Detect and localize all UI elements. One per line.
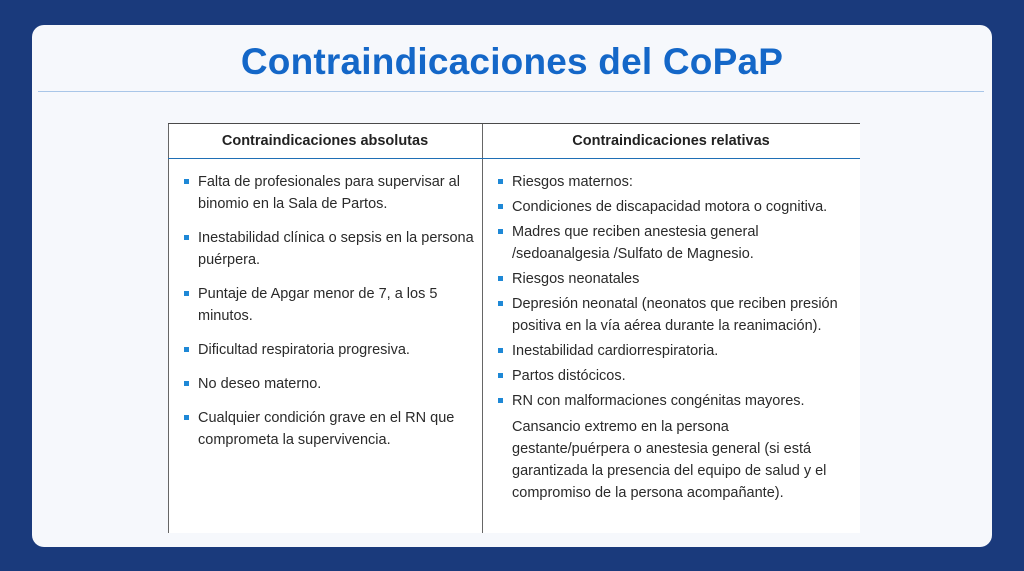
list-item: Riesgos neonatales	[498, 268, 848, 290]
bullet-icon	[498, 398, 503, 403]
list-item: Inestabilidad cardiorrespiratoria.	[498, 340, 848, 362]
bullet-icon	[498, 204, 503, 209]
list-item: RN con malformaciones congénitas mayores.	[498, 390, 848, 412]
list-item: Falta de profesionales para supervisar al binomio en la Sala de Partos.	[184, 171, 474, 215]
list-item: Inestabilidad clínica o sepsis en la persona puérpera.	[184, 227, 474, 271]
list-item: Condiciones de discapacidad motora o cognitiva.	[498, 196, 848, 218]
table-column-divider	[482, 123, 483, 533]
list-item: Dificultad respiratoria progresiva.	[184, 339, 474, 361]
header-absolute: Contraindicaciones absolutas	[168, 123, 482, 159]
list-item: Depresión neonatal (neonatos que reciben presión positiva en la vía aérea durante la reanimación).	[498, 293, 848, 337]
bullet-icon	[498, 348, 503, 353]
relative-list	[498, 171, 848, 507]
header-relative: Contraindicaciones relativas	[482, 123, 860, 159]
list-item: Partos distócicos.	[498, 365, 848, 387]
bullet-icon	[498, 229, 503, 234]
bullet-icon	[184, 235, 189, 240]
slide	[32, 25, 992, 547]
bullet-icon	[498, 276, 503, 281]
bullet-icon	[184, 415, 189, 420]
list-item: Puntaje de Apgar menor de 7, a los 5 minutos.	[184, 283, 474, 327]
bullet-icon	[184, 381, 189, 386]
slide-title: Contraindicaciones del CoPaP	[240, 41, 784, 82]
list-item: Cualquier condición grave en el RN que comprometa la supervivencia.	[184, 407, 474, 451]
list-item: Cansancio extremo en la persona gestante/puérpera o anestesia general (si está garantizada la presencia del equipo de salud y el compromiso de la persona acompañante).	[512, 419, 827, 501]
contraindications-table	[168, 123, 860, 533]
bullet-icon	[498, 301, 503, 306]
table-left-border	[168, 123, 169, 533]
bullet-icon	[498, 179, 503, 184]
list-item: Madres que reciben anestesia general /sedoanalgesia /Sulfato de Magnesio.	[498, 221, 848, 265]
title-divider	[38, 91, 984, 92]
absolute-list	[184, 171, 474, 463]
bullet-icon	[184, 291, 189, 296]
bullet-icon	[184, 179, 189, 184]
list-item: No deseo materno.	[184, 373, 474, 395]
bullet-icon	[498, 373, 503, 378]
list-item: Riesgos maternos:	[498, 171, 848, 193]
bullet-icon	[184, 347, 189, 352]
